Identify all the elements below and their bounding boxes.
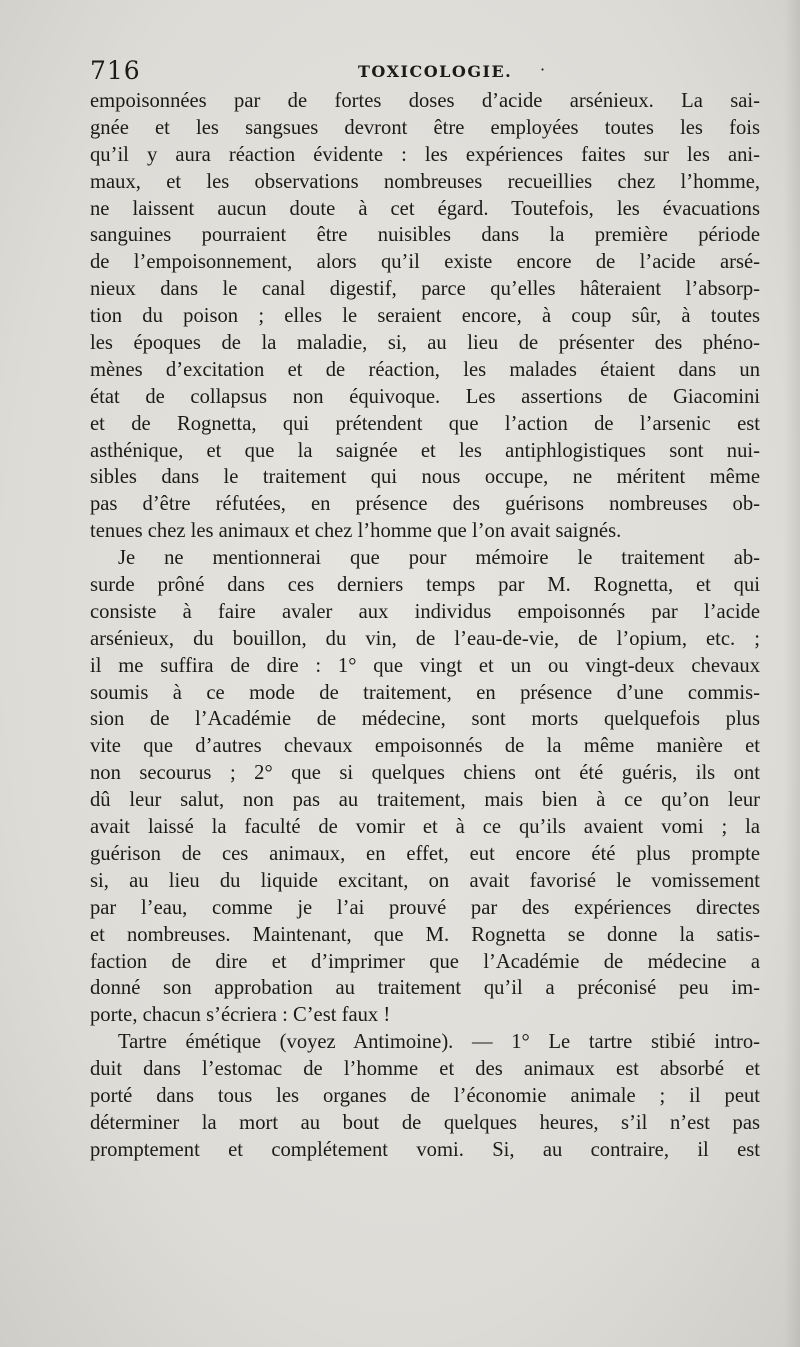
text-line: Tartre émétique (voyez Antimoine). — 1° Le tartre stibié intro- [118, 1031, 760, 1054]
text-line: Je ne mentionnerai que pour mémoire le traitement ab- [118, 547, 760, 570]
text-line: ne laissent aucun doute à cet égard. Toutefois, les évacuations [90, 197, 760, 220]
text-line: qu’il y aura réaction évidente : les expériences faites sur les ani- [90, 143, 760, 166]
text-line: maux, et les observations nombreuses recueillies chez l’homme, [90, 170, 760, 193]
page-header [90, 56, 760, 90]
text-line: avait laissé la faculté de vomir et à ce qu’ils avaient vomi ; la [90, 816, 760, 839]
text-line: et de Rognetta, qui prétendent que l’action de l’arsenic est [90, 412, 760, 435]
text-line: par l’eau, comme je l’ai prouvé par des expériences directes [90, 896, 760, 919]
text-line: nieux dans le canal digestif, parce qu’elles hâteraient l’absorp- [90, 278, 760, 301]
text-line: sanguines pourraient être nuisibles dans la première période [90, 224, 760, 247]
page-number: 716 [90, 56, 141, 85]
text-line: porté dans tous les organes de l’économie animale ; il peut [90, 1084, 760, 1107]
page-spine-shadow [784, 0, 800, 1347]
text-line: sion de l’Académie de médecine, sont morts quelquefois plus [90, 708, 760, 731]
text-line: et nombreuses. Maintenant, que M. Rognetta se donne la satis- [90, 923, 760, 946]
text-line: promptement et complétement vomi. Si, au contraire, il est [90, 1138, 760, 1161]
text-line: de l’empoisonnement, alors qu’il existe encore de l’acide arsé- [90, 251, 760, 274]
text-line: faction de dire et d’imprimer que l’Académie de médecine a [90, 950, 760, 973]
text-line: empoisonnées par de fortes doses d’acide arsénieux. La sai- [90, 90, 760, 112]
text-line: duit dans l’estomac de l’homme et des animaux est absorbé et [90, 1058, 760, 1081]
text-line: asthénique, et que la saignée et les antiphlogistiques sont nui- [90, 439, 760, 462]
text-line: porte, chacun s’écriera : C’est faux ! [90, 1004, 391, 1027]
header-dot: · [540, 60, 546, 79]
text-line: soumis à ce mode de traitement, en présence d’une commis- [90, 681, 760, 704]
body-text [90, 88, 760, 1164]
text-line: tion du poison ; elles le seraient encore, à coup sûr, à toutes [90, 305, 760, 328]
text-line: guérison de ces animaux, en effet, eut encore été plus prompte [90, 842, 760, 865]
text-line: les époques de la maladie, si, au lieu de présenter des phéno- [90, 332, 760, 355]
text-line: vite que d’autres chevaux empoisonnés de la même manière et [90, 735, 760, 758]
text-line: déterminer la mort au bout de quelques heures, s’il n’est pas [90, 1111, 760, 1134]
text-line: pas d’être réfutées, en présence des guérisons nombreuses ob- [90, 493, 760, 516]
text-line: état de collapsus non équivoque. Les assertions de Giacomini [90, 385, 760, 408]
text-line: gnée et les sangsues devront être employées toutes les fois [90, 116, 760, 139]
text-line: dû leur salut, non pas au traitement, mais bien à ce qu’on leur [90, 789, 760, 812]
running-title: TOXICOLOGIE. [358, 62, 513, 81]
text-line: donné son approbation au traitement qu’il a préconisé peu im- [90, 977, 760, 1000]
text-line: surde prôné dans ces derniers temps par M. Rognetta, et qui [90, 574, 760, 597]
text-line: si, au lieu du liquide excitant, on avait favorisé le vomissement [90, 869, 760, 892]
text-line: consiste à faire avaler aux individus empoisonnés par l’acide [90, 600, 760, 623]
text-line: tenues chez les animaux et chez l’homme que l’on avait saignés. [90, 520, 622, 543]
text-line: non secourus ; 2° que si quelques chiens ont été guéris, ils ont [90, 762, 760, 785]
text-line: arsénieux, du bouillon, du vin, de l’eau-de-vie, de l’opium, etc. ; [90, 627, 760, 650]
text-line: sibles dans le traitement qui nous occupe, ne méritent même [90, 466, 760, 489]
text-line: il me suffira de dire : 1° que vingt et un ou vingt-deux chevaux [90, 654, 760, 677]
text-line: mènes d’excitation et de réaction, les malades étaient dans un [90, 358, 760, 381]
